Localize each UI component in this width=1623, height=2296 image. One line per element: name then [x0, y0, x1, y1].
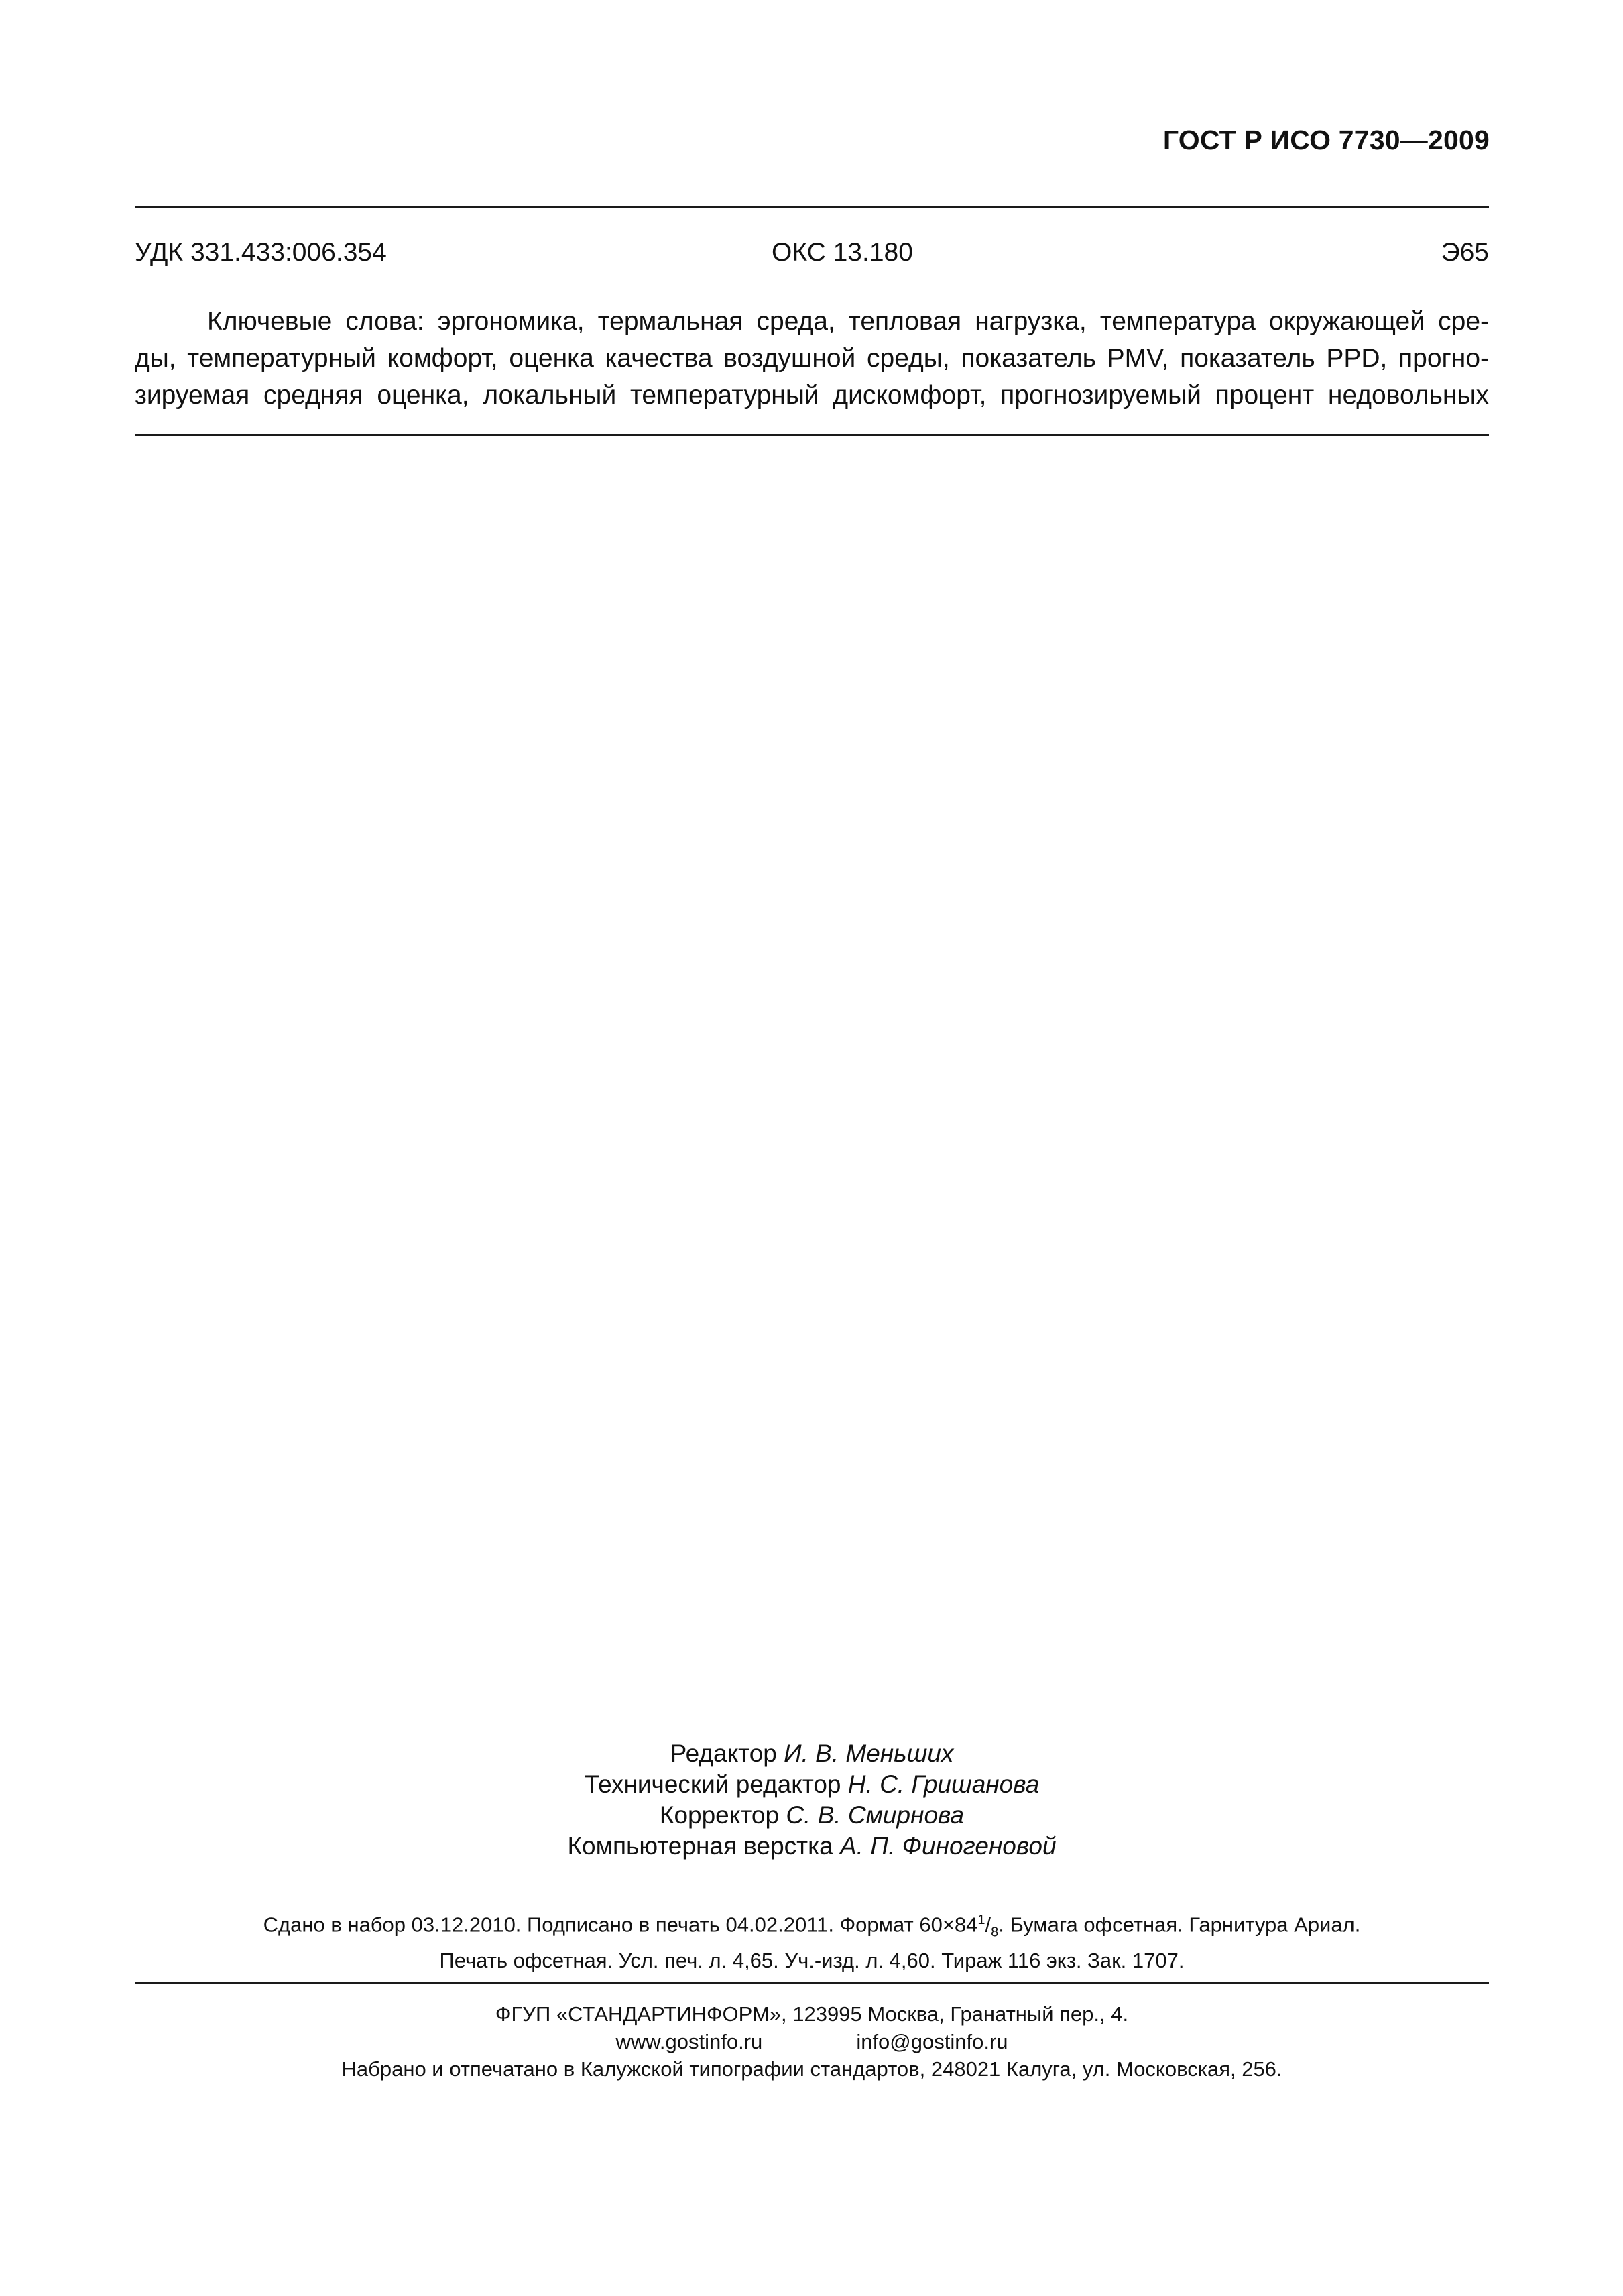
printing-house: Набрано и отпечатано в Калужской типографии стандартов, 248021 Калуга, ул. Московская, 256.	[341, 2057, 1282, 2081]
keywords-line: Ключевые слова: эргономика, термальная среда, тепловая нагрузка, температура окружающей сре-	[207, 307, 1489, 336]
credit-proofreader	[135, 1800, 1489, 1831]
keywords-line: ды, температурный комфорт, оценка качества воздушной среды, показатель PMV, показатель PPD, прогно-	[135, 344, 1489, 373]
keywords-paragraph	[135, 303, 1489, 414]
publisher-address: ФГУП «СТАНДАРТИНФОРМ», 123995 Москва, Гранатный пер., 4.	[495, 2002, 1129, 2026]
oks-code: ОКС 13.180	[772, 238, 913, 267]
category-code: Э65	[1441, 238, 1489, 267]
credit-person: И. В. Меньших	[784, 1740, 954, 1767]
format-denominator: 8	[991, 1925, 999, 1940]
keywords-line: зируемая средняя оценка, локальный температурный дискомфорт, прогнозируемый процент недовольных	[135, 381, 1489, 410]
credit-editor	[135, 1738, 1489, 1769]
credit-tech-editor	[135, 1769, 1489, 1800]
email-link[interactable]: info@gostinfo.ru	[856, 2030, 1008, 2053]
credit-person: А. П. Финогеновой	[840, 1832, 1057, 1860]
classification-row	[135, 238, 1489, 271]
publisher-block	[135, 2000, 1489, 2083]
credit-role: Компьютерная верстка	[567, 1832, 833, 1860]
format-numerator: 1	[977, 1913, 985, 1927]
credit-person: Н. С. Гришанова	[847, 1770, 1040, 1798]
credit-person: С. В. Смирнова	[786, 1801, 965, 1829]
imprint-divider	[135, 1982, 1489, 1984]
udk-code: УДК 331.433:006.354	[135, 238, 387, 267]
imprint-text: Сдано в набор 03.12.2010. Подписано в печать 04.02.2011. Формат 60×84	[263, 1913, 978, 1937]
credit-layout	[135, 1831, 1489, 1862]
document-id: ГОСТ Р ИСО 7730—2009	[1162, 125, 1490, 156]
credit-role: Технический редактор	[584, 1770, 841, 1798]
credits-block	[135, 1738, 1489, 1862]
credit-role: Редактор	[670, 1740, 777, 1767]
website-link[interactable]: www.gostinfo.ru	[615, 2030, 763, 2053]
imprint-text: . Бумага офсетная. Гарнитура Ариал.	[998, 1913, 1361, 1937]
imprint-line-1: Сдано в набор 03.12.2010. Подписано в печать 04.02.2011. Формат $60\times 84^1/_8$. Бумага офсетная. Гарнитура Ариал.	[263, 1913, 1361, 1940]
imprint-line-2: Печать офсетная. Усл. печ. л. 4,65. Уч.-изд. л. 4,60. Тираж 116 экз. Зак. 1707.	[439, 1948, 1185, 1972]
publisher-contacts	[135, 2028, 1489, 2055]
credit-role: Корректор	[659, 1801, 780, 1829]
imprint-block	[135, 1906, 1489, 1975]
top-divider	[135, 206, 1489, 208]
keywords-divider	[135, 434, 1489, 436]
